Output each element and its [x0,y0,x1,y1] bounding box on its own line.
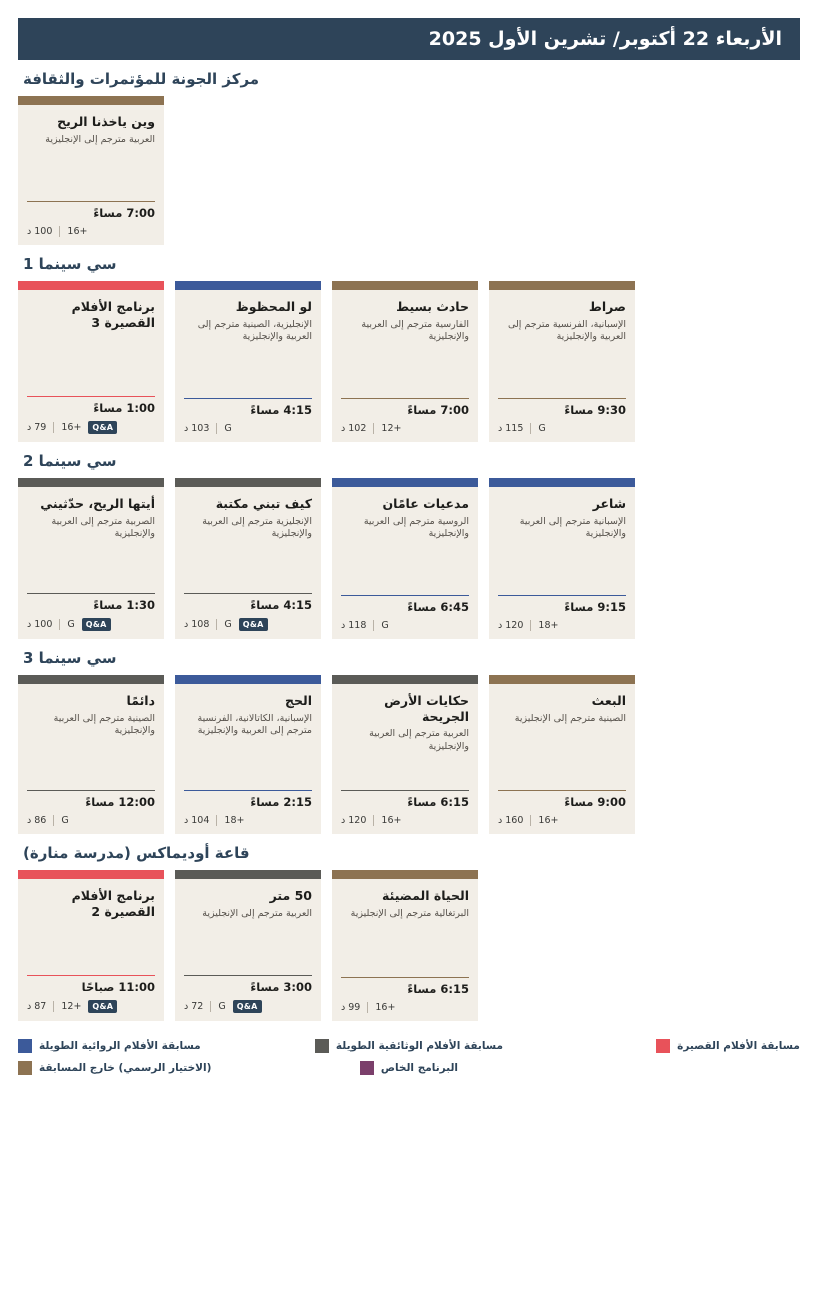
venue-section [18,442,800,639]
film-showtime: 4:15 مساءً [184,593,312,612]
category-color-bar [18,96,164,105]
film-card[interactable] [18,281,164,442]
category-color-bar [175,478,321,487]
category-color-bar [175,675,321,684]
film-languages: الإسبانية، الفرنسية مترجم إلى العربية والإنجليزية [507,318,626,343]
film-card-body [332,684,478,790]
film-card-body [489,684,635,790]
film-title: حكايات الأرض الجريحة [384,693,469,724]
film-meta-row [341,815,469,826]
meta-divider [53,815,54,826]
film-card-footer [18,201,164,245]
film-languages: الروسية مترجم إلى العربية والإنجليزية [363,515,469,540]
venue-films-row [18,870,800,1021]
film-age-rating: +16 [381,815,402,826]
meta-divider [216,815,217,826]
film-title: برنامج الأفلام القصيرة 2 [71,888,155,919]
film-card-footer [18,396,164,442]
venue-section [18,245,800,442]
film-meta-row [27,421,155,434]
legend-label: (الاختيار الرسمي) خارج المسابقة [39,1062,212,1074]
film-title: شاعر [592,496,626,511]
film-card-footer [175,790,321,834]
film-card[interactable] [175,281,321,442]
film-duration: 72 د [184,1001,204,1012]
meta-divider [53,1001,54,1012]
meta-divider [210,1001,211,1012]
meta-divider [367,1002,368,1013]
film-duration: 102 د [341,423,367,434]
film-card-body [332,290,478,398]
category-color-bar [332,675,478,684]
film-duration: 79 د [27,422,47,433]
meta-divider [373,423,374,434]
film-showtime: 9:30 مساءً [498,398,626,417]
film-meta-row [184,1000,312,1013]
meta-divider [530,423,531,434]
film-card[interactable] [332,478,478,639]
film-age-rating: +12 [61,1001,82,1012]
film-duration: 160 د [498,815,524,826]
film-title: مدعيات عامًان [382,496,469,511]
film-card[interactable] [489,478,635,639]
film-card-body [175,487,321,593]
venue-title: سي سينما 3 [23,649,117,667]
film-age-rating: G [224,619,232,630]
category-color-bar [332,870,478,879]
film-card-footer [332,977,478,1021]
film-card-body [332,487,478,595]
film-title: لو المحظوظ [235,299,312,314]
qa-badge: Q&A [88,421,117,434]
film-duration: 120 د [498,620,524,631]
film-languages: الصينية مترجم إلى العربية والإنجليزية [53,712,155,737]
film-age-rating: G [224,423,232,434]
film-card-body [489,290,635,398]
qa-badge: Q&A [88,1000,117,1013]
film-languages: العربية مترجم إلى العربية والإنجليزية [369,728,469,753]
film-title: برنامج الأفلام القصيرة 3 [71,299,155,330]
film-meta-row [27,226,155,237]
film-duration: 120 د [341,815,367,826]
venue-films-row [18,281,800,442]
film-card-body [175,879,321,975]
film-meta-row [341,620,469,631]
film-title: البعث [591,693,626,708]
film-meta-row [184,423,312,434]
film-card[interactable] [18,96,164,245]
category-color-bar [175,281,321,290]
film-duration: 103 د [184,423,210,434]
film-age-rating: G [381,620,389,631]
film-card-body [175,290,321,398]
film-title: كيف تبني مكتبة [215,496,312,511]
film-card[interactable] [332,675,478,834]
film-showtime: 11:00 صباحًا [27,975,155,994]
film-showtime: 4:15 مساءً [184,398,312,417]
film-card-footer [489,790,635,834]
film-age-rating: G [538,423,546,434]
venue-title: قاعة أوديماكس (مدرسة منارة) [23,844,250,862]
film-duration: 100 د [27,619,53,630]
legend-color-swatch [315,1039,329,1053]
film-showtime: 6:45 مساءً [341,595,469,614]
film-age-rating: +18 [538,620,559,631]
film-age-rating: +12 [381,423,402,434]
film-duration: 115 د [498,423,524,434]
qa-badge: Q&A [239,618,268,631]
legend-item [539,1039,800,1053]
film-title: الحياة المضيئة [382,888,469,903]
category-color-bar [489,478,635,487]
film-showtime: 1:30 مساءً [27,593,155,612]
film-card[interactable] [18,870,164,1021]
film-meta-row [184,815,312,826]
schedule-root [0,60,818,1021]
venue-section [18,60,800,245]
film-card-footer [175,593,321,639]
date-header [18,18,800,60]
film-duration: 104 د [184,815,210,826]
meta-divider [373,815,374,826]
film-showtime: 3:00 مساءً [184,975,312,994]
film-title: دائمًا [126,693,155,708]
legend-item [18,1039,279,1053]
legend-color-swatch [656,1039,670,1053]
category-color-bar [18,675,164,684]
meta-divider [373,620,374,631]
film-languages: الإسبانية مترجم إلى العربية والإنجليزية [519,515,626,540]
film-age-rating: +16 [67,226,88,237]
qa-badge: Q&A [233,1000,262,1013]
legend-item [279,1061,540,1075]
venue-films-row [18,675,800,834]
film-meta-row [341,1002,469,1013]
legend [18,1039,800,1075]
venue-title: سي سينما 2 [23,452,117,470]
category-color-bar [332,478,478,487]
meta-divider [59,226,60,237]
film-title: الحج [285,693,312,708]
film-duration: 108 د [184,619,210,630]
legend-column [18,1039,279,1075]
category-color-bar [489,675,635,684]
film-card[interactable] [332,870,478,1021]
film-languages: الإنجليزية مترجم إلى العربية والإنجليزية [202,515,312,540]
film-languages: الفارسية مترجم إلى العربية والإنجليزية [361,318,469,343]
film-meta-row [341,423,469,434]
film-age-rating: +16 [538,815,559,826]
film-card[interactable] [175,478,321,639]
film-card-footer [489,595,635,639]
film-card-body [332,879,478,977]
meta-divider [59,619,60,630]
film-languages: الصربية مترجم إلى العربية والإنجليزية [51,515,155,540]
category-color-bar [489,281,635,290]
film-showtime: 2:15 مساءً [184,790,312,809]
film-languages: البرتغالية مترجم إلى الإنجليزية [350,907,469,919]
film-card-body [489,487,635,595]
venue-films-row [18,478,800,639]
film-card-footer [332,398,478,442]
venue-title: سي سينما 1 [23,255,117,273]
film-meta-row [27,618,155,631]
film-showtime: 12:00 مساءً [27,790,155,809]
category-color-bar [18,870,164,879]
legend-label: مسابقة الأفلام الروائية الطويلة [39,1040,201,1052]
film-card-body [18,105,164,201]
legend-item [279,1039,540,1053]
legend-label: مسابقة الأفلام الوثائقية الطويلة [335,1040,503,1052]
film-card-body [18,290,164,396]
film-card-footer [18,975,164,1021]
film-card-footer [332,790,478,834]
film-card[interactable] [489,281,635,442]
film-card[interactable] [332,281,478,442]
film-card-footer [175,975,321,1021]
film-showtime: 9:15 مساءً [498,595,626,614]
venue-films-row [18,96,800,245]
film-card-footer [175,398,321,442]
film-age-rating: G [218,1001,226,1012]
film-languages: الصينية مترجم إلى الإنجليزية [514,712,626,724]
meta-divider [530,815,531,826]
film-age-rating: G [61,815,69,826]
film-meta-row [498,423,626,434]
venue-title: مركز الجونة للمؤتمرات والثقافة [23,70,260,88]
film-title: أيتها الريح، حدّثيني [40,496,155,511]
date-text: الأربعاء 22 أكتوبر/ تشرين الأول 2025 [428,28,782,50]
film-title: وين ياخذنا الريح [57,114,155,129]
film-showtime: 7:00 مساءً [27,201,155,220]
film-meta-row [27,815,155,826]
film-title: حادث بسيط [396,299,469,314]
film-showtime: 1:00 مساءً [27,396,155,415]
legend-column [539,1039,800,1075]
meta-divider [216,423,217,434]
film-age-rating: +18 [224,815,245,826]
film-showtime: 6:15 مساءً [341,977,469,996]
film-card[interactable] [489,675,635,834]
film-languages: الإسبانية، الكاتالانية، الفرنسية مترجم إلى العربية والإنجليزية [197,712,312,737]
film-languages: العربية مترجم إلى الإنجليزية [45,133,155,145]
film-age-rating: +16 [61,422,82,433]
film-languages: العربية مترجم إلى الإنجليزية [202,907,312,919]
film-duration: 99 د [341,1002,361,1013]
legend-color-swatch [18,1061,32,1075]
film-card[interactable] [175,870,321,1021]
meta-divider [530,620,531,631]
category-color-bar [332,281,478,290]
film-meta-row [498,620,626,631]
film-duration: 118 د [341,620,367,631]
legend-column [279,1039,540,1075]
film-card[interactable] [18,675,164,834]
film-card-footer [332,595,478,639]
legend-item [18,1061,279,1075]
film-card-body [175,684,321,790]
film-card-body [18,879,164,975]
film-title: 50 متر [269,888,312,903]
film-showtime: 6:15 مساءً [341,790,469,809]
film-duration: 86 د [27,815,47,826]
film-card[interactable] [175,675,321,834]
film-meta-row [27,1000,155,1013]
venue-section [18,639,800,834]
film-age-rating: G [67,619,75,630]
venue-section [18,834,800,1021]
legend-color-swatch [18,1039,32,1053]
category-color-bar [175,870,321,879]
film-languages: الإنجليزية، الصينية مترجم إلى العربية والإنجليزية [197,318,312,343]
legend-label: البرنامج الخاص [380,1062,459,1074]
film-age-rating: +16 [375,1002,396,1013]
meta-divider [216,619,217,630]
qa-badge: Q&A [82,618,111,631]
film-card-body [18,487,164,593]
category-color-bar [18,281,164,290]
film-showtime: 7:00 مساءً [341,398,469,417]
film-card-body [18,684,164,790]
film-card-footer [18,593,164,639]
film-meta-row [498,815,626,826]
legend-label: مسابقة الأفلام القصيرة [677,1040,800,1052]
legend-color-swatch [360,1061,374,1075]
category-color-bar [18,478,164,487]
film-meta-row [184,618,312,631]
film-card-footer [489,398,635,442]
meta-divider [53,422,54,433]
film-duration: 100 د [27,226,53,237]
film-title: صراط [588,299,626,314]
film-showtime: 9:00 مساءً [498,790,626,809]
film-card-footer [18,790,164,834]
film-card[interactable] [18,478,164,639]
film-duration: 87 د [27,1001,47,1012]
